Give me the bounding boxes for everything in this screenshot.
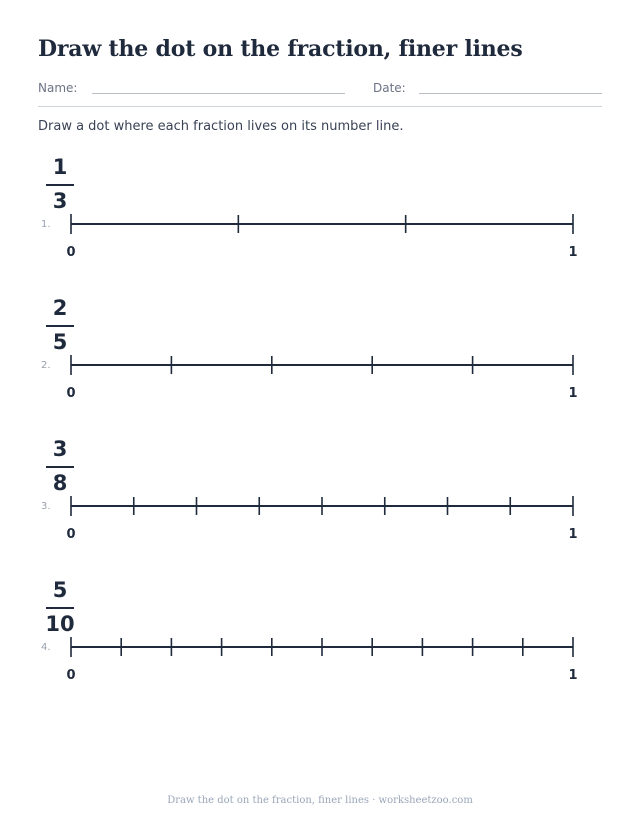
problem-2 [0,296,640,416]
problem-number: 4. [41,642,51,653]
fraction-numerator: 5 [52,578,68,602]
problem-1 [0,155,640,275]
number-line[interactable] [0,296,640,416]
worksheet-title: Draw the dot on the fraction, finer lines [38,36,523,62]
fraction-denominator: 10 [45,612,75,636]
fraction-denominator: 5 [52,330,68,354]
problem-number: 1. [41,219,51,230]
fraction-numerator: 1 [52,155,68,179]
number-line[interactable] [0,155,640,275]
date-field-line[interactable] [419,93,602,94]
problem-3 [0,437,640,557]
start-label: 0 [66,386,76,401]
end-label: 1 [568,668,578,683]
end-label: 1 [568,245,578,260]
fraction-numerator: 3 [52,437,68,461]
header-divider [38,106,602,107]
date-label: Date: [373,81,406,95]
problem-number: 2. [41,360,51,371]
end-label: 1 [568,527,578,542]
number-line[interactable] [0,578,640,698]
start-label: 0 [66,245,76,260]
fraction-numerator: 2 [52,296,68,320]
instructions-text: Draw a dot where each fraction lives on its number line. [38,119,404,134]
start-label: 0 [66,527,76,542]
problem-4 [0,578,640,698]
number-line[interactable] [0,437,640,557]
problem-number: 3. [41,501,51,512]
footer-text: Draw the dot on the fraction, finer lines · worksheetzoo.com [167,795,473,806]
start-label: 0 [66,668,76,683]
name-label: Name: [38,81,78,95]
fraction-denominator: 8 [52,471,68,495]
end-label: 1 [568,386,578,401]
fraction-denominator: 3 [52,189,68,213]
name-field-line[interactable] [92,93,345,94]
